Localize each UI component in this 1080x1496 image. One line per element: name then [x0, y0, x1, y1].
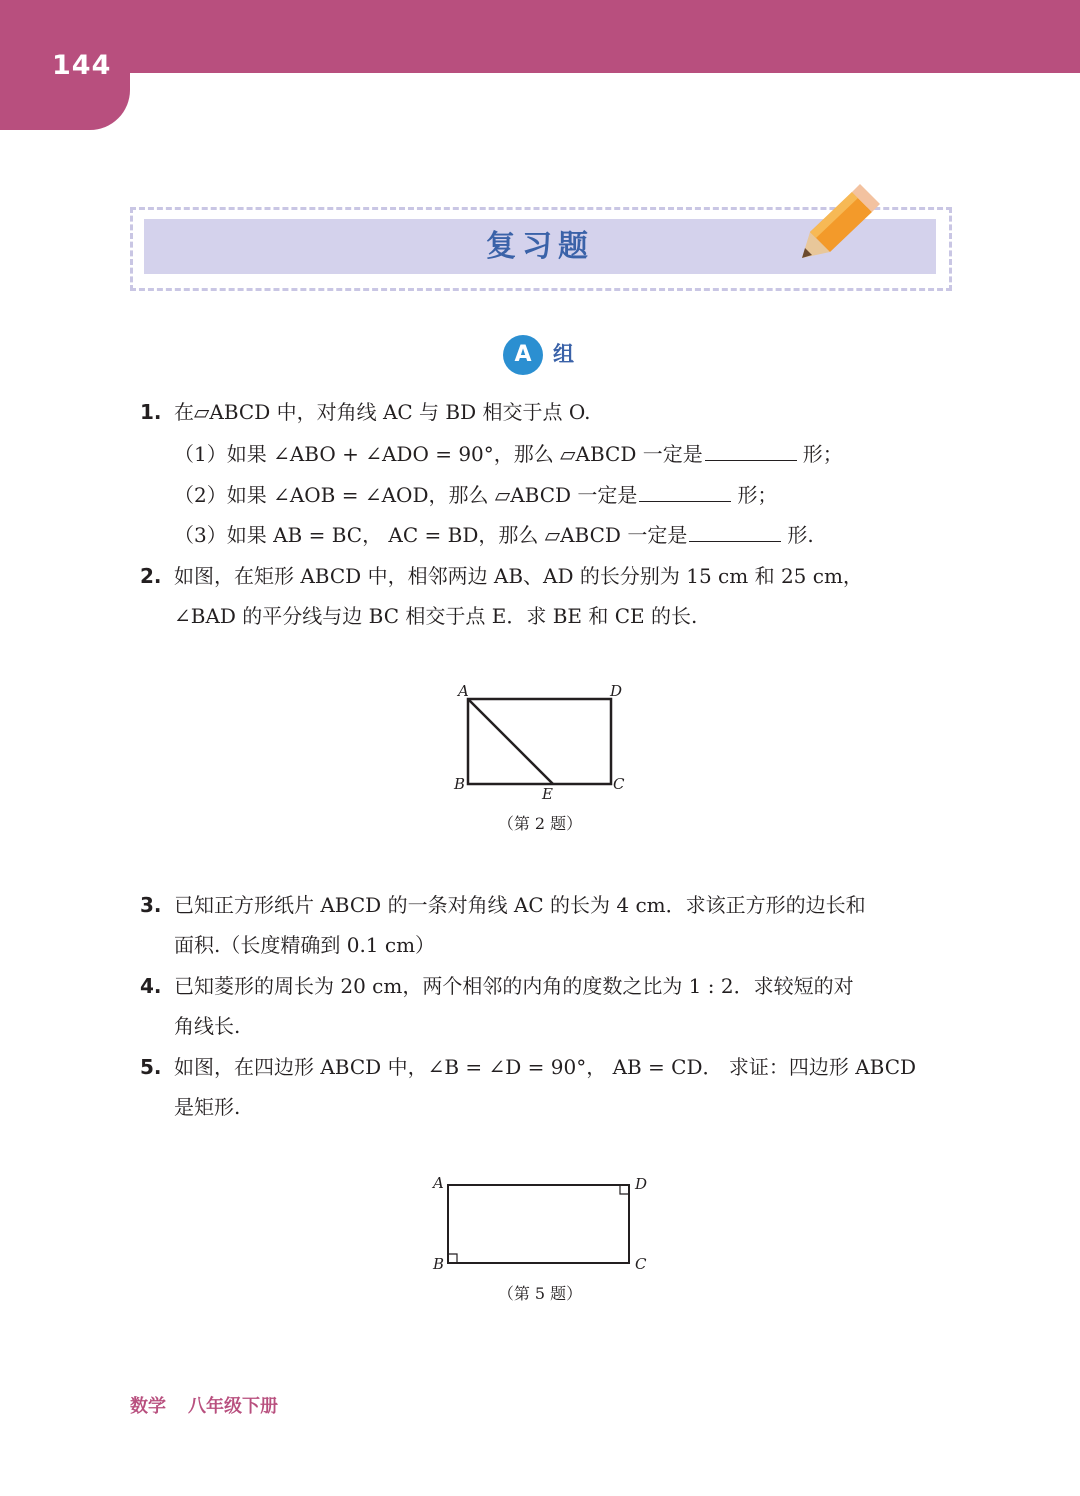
page-number: 144: [52, 50, 112, 81]
question-5-number: 5.: [140, 1055, 162, 1079]
question-1-stem: 在▱ABCD 中，对角线 AC 与 BD 相交于点 O.: [174, 400, 591, 424]
group-letter-badge: A: [503, 335, 543, 375]
footer-subject: 数学: [130, 1396, 166, 1417]
question-1-part-1-end: 形；: [802, 442, 843, 466]
question-5-line-2: 是矩形.: [174, 1095, 241, 1119]
label-e: E: [542, 785, 553, 803]
header-bar: [0, 0, 1080, 73]
question-5-line-1: 如图，在四边形 ABCD 中，∠B = ∠D = 90°， AB = CD． 求证：四边形 ABCD: [174, 1055, 917, 1079]
question-1-part-2: [174, 481, 777, 509]
question-4-line-2: 角线长.: [174, 1014, 241, 1038]
label-d: D: [635, 1175, 648, 1193]
answer-blank-2[interactable]: [639, 481, 731, 502]
answer-blank-1[interactable]: [705, 440, 797, 461]
group-label: 组: [553, 342, 574, 366]
figure-2-diagram: [440, 676, 640, 806]
label-c: C: [613, 775, 625, 793]
question-1-part-2-text: （2）如果 ∠AOB = ∠AOD，那么 ▱ABCD 一定是: [174, 483, 638, 507]
question-1-number: 1.: [140, 400, 162, 424]
question-2-number: 2.: [140, 564, 162, 588]
figure-5-caption: （第 5 题）: [497, 1284, 583, 1303]
figure-5-diagram: [420, 1170, 660, 1280]
bisector-ae: [468, 699, 553, 784]
question-3-line-2: 面积.（长度精确到 0.1 cm）: [174, 933, 436, 957]
label-a: A: [433, 1174, 444, 1192]
label-b: B: [433, 1255, 445, 1273]
question-4-line-1: 已知菱形的周长为 20 cm，两个相邻的内角的度数之比为 1 : 2．求较短的对: [174, 974, 854, 998]
question-1-part-1: [174, 440, 843, 468]
question-3-line-1: 已知正方形纸片 ABCD 的一条对角线 AC 的长为 4 cm．求该正方形的边长和: [174, 893, 866, 917]
right-angle-mark-b: [448, 1254, 457, 1263]
question-3-number: 3.: [140, 893, 162, 917]
label-b: B: [454, 775, 466, 793]
label-d: D: [610, 682, 623, 700]
label-c: C: [635, 1255, 647, 1273]
question-4-number: 4.: [140, 974, 162, 998]
section-title: 复习题: [486, 229, 594, 264]
answer-blank-3[interactable]: [689, 521, 781, 542]
question-1-part-1-text: （1）如果 ∠ABO + ∠ADO = 90°，那么 ▱ABCD 一定是: [174, 442, 703, 466]
figure-2-caption: （第 2 题）: [497, 814, 583, 833]
footer-grade: 八年级下册: [188, 1396, 278, 1417]
question-1-part-3-text: （3）如果 AB = BC， AC = BD，那么 ▱ABCD 一定是: [174, 523, 688, 547]
question-1-part-2-end: 形；: [737, 483, 778, 507]
quadrilateral-abcd: [448, 1185, 629, 1263]
question-2-line-1: 如图，在矩形 ABCD 中，相邻两边 AB、AD 的长分别为 15 cm 和 25 cm，: [174, 564, 863, 588]
question-1-part-3: [174, 521, 814, 549]
footer: [130, 1392, 300, 1418]
question-2-line-2: ∠BAD 的平分线与边 BC 相交于点 E．求 BE 和 CE 的长.: [174, 604, 698, 628]
right-angle-mark-d: [620, 1185, 629, 1194]
question-1-part-3-end: 形.: [787, 523, 814, 547]
label-a: A: [458, 682, 469, 700]
pencil-icon: [796, 180, 882, 266]
